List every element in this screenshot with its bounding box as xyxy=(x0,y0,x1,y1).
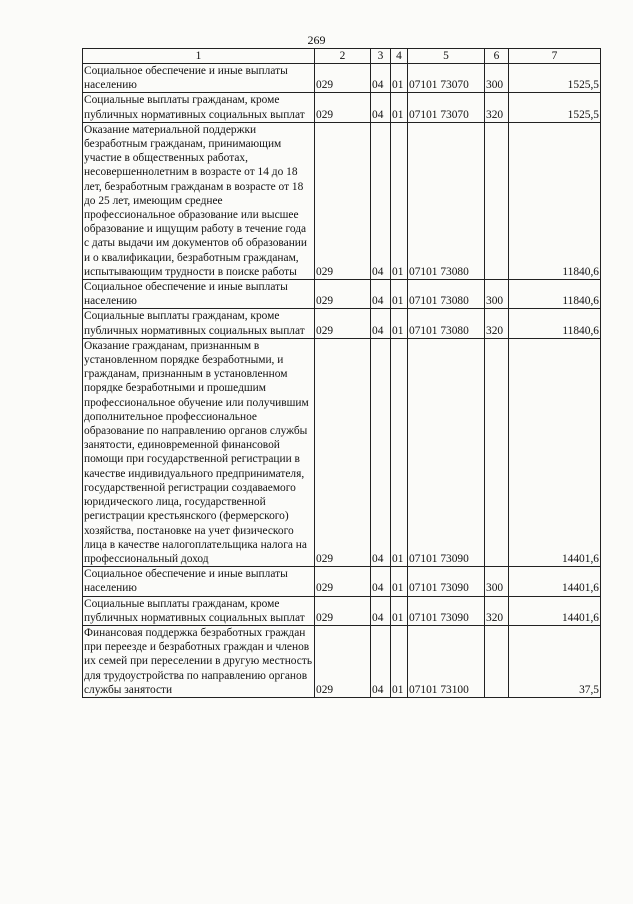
ministry-code: 029 xyxy=(315,122,371,279)
budget-table xyxy=(82,48,601,698)
ministry-code: 029 xyxy=(315,625,371,697)
column-header: 5 xyxy=(408,49,485,64)
target-code: 07101 73090 xyxy=(408,567,485,596)
subsection-code: 01 xyxy=(391,64,408,93)
expense-type-code: 300 xyxy=(485,567,509,596)
row-name: Оказание материальной поддержки безработным гражданам, принимающим участие в общественных работах, несовершеннолетним в возрасте от 14 до 18 лет, безработным гражданам в возрасте от 18 до 25 лет, имеющим среднее профессиональное образование или высшее образование и ищущим работу в течение года с даты выдачи им документов об образовании и о квалификации, безработным гражданам, испытывающим трудности в поиске работы xyxy=(83,122,315,279)
amount: 1525,5 xyxy=(509,93,601,122)
target-code: 07101 73080 xyxy=(408,309,485,338)
amount: 14401,6 xyxy=(509,338,601,566)
section-code: 04 xyxy=(371,567,391,596)
expense-type-code: 300 xyxy=(485,280,509,309)
row-name: Социальное обеспечение и иные выплаты населению xyxy=(83,280,315,309)
target-code: 07101 73080 xyxy=(408,280,485,309)
expense-type-code xyxy=(485,122,509,279)
subsection-code: 01 xyxy=(391,596,408,625)
amount: 1525,5 xyxy=(509,64,601,93)
subsection-code: 01 xyxy=(391,122,408,279)
ministry-code: 029 xyxy=(315,309,371,338)
section-code: 04 xyxy=(371,280,391,309)
amount: 14401,6 xyxy=(509,567,601,596)
section-code: 04 xyxy=(371,309,391,338)
table-row xyxy=(83,596,601,625)
table-row xyxy=(83,309,601,338)
table-row xyxy=(83,93,601,122)
expense-type-code: 300 xyxy=(485,64,509,93)
page-number: 269 xyxy=(307,33,326,47)
table-row xyxy=(83,338,601,566)
column-header: 2 xyxy=(315,49,371,64)
expense-type-code: 320 xyxy=(485,309,509,338)
row-name: Социальные выплаты гражданам, кроме публичных нормативных социальных выплат xyxy=(83,93,315,122)
target-code: 07101 73070 xyxy=(408,64,485,93)
ministry-code: 029 xyxy=(315,567,371,596)
amount: 14401,6 xyxy=(509,596,601,625)
section-code: 04 xyxy=(371,625,391,697)
ministry-code: 029 xyxy=(315,596,371,625)
subsection-code: 01 xyxy=(391,625,408,697)
section-code: 04 xyxy=(371,93,391,122)
row-name: Оказание гражданам, признанным в установленном порядке безработными, и гражданам, признанным в установленном порядке безработными и прошедшим профессиональное обучение или получившим дополнительное профессиональное образование по направлению органов службы занятости, единовременной финансовой помощи при государственной регистрации в качестве индивидуального предпринимателя, государственной регистрации создаваемого юридического лица, государственной регистрации крестьянского (фермерского) хозяйства, постановке на учет физического лица в качестве налогоплательщика налога на профессиональный доход xyxy=(83,338,315,566)
column-header: 6 xyxy=(485,49,509,64)
amount: 11840,6 xyxy=(509,122,601,279)
subsection-code: 01 xyxy=(391,309,408,338)
expense-type-code: 320 xyxy=(485,93,509,122)
table-row xyxy=(83,64,601,93)
row-name: Социальное обеспечение и иные выплаты населению xyxy=(83,64,315,93)
target-code: 07101 73100 xyxy=(408,625,485,697)
subsection-code: 01 xyxy=(391,280,408,309)
expense-type-code xyxy=(485,338,509,566)
target-code: 07101 73080 xyxy=(408,122,485,279)
table-header-row xyxy=(83,49,601,64)
table-row xyxy=(83,625,601,697)
column-header: 7 xyxy=(509,49,601,64)
subsection-code: 01 xyxy=(391,567,408,596)
ministry-code: 029 xyxy=(315,280,371,309)
section-code: 04 xyxy=(371,338,391,566)
target-code: 07101 73090 xyxy=(408,338,485,566)
subsection-code: 01 xyxy=(391,338,408,566)
table-row xyxy=(83,122,601,279)
column-header: 3 xyxy=(371,49,391,64)
section-code: 04 xyxy=(371,596,391,625)
expense-type-code xyxy=(485,625,509,697)
section-code: 04 xyxy=(371,122,391,279)
column-header: 4 xyxy=(391,49,408,64)
row-name: Социальное обеспечение и иные выплаты населению xyxy=(83,567,315,596)
table-row xyxy=(83,280,601,309)
column-header: 1 xyxy=(83,49,315,64)
amount: 11840,6 xyxy=(509,309,601,338)
subsection-code: 01 xyxy=(391,93,408,122)
row-name: Социальные выплаты гражданам, кроме публичных нормативных социальных выплат xyxy=(83,309,315,338)
amount: 11840,6 xyxy=(509,280,601,309)
table-row xyxy=(83,567,601,596)
amount: 37,5 xyxy=(509,625,601,697)
row-name: Социальные выплаты гражданам, кроме публичных нормативных социальных выплат xyxy=(83,596,315,625)
ministry-code: 029 xyxy=(315,338,371,566)
target-code: 07101 73070 xyxy=(408,93,485,122)
section-code: 04 xyxy=(371,64,391,93)
row-name: Финансовая поддержка безработных граждан при переезде и безработных граждан и членов их семей при переселении в другую местность для трудоустройства по направлению органов службы занятости xyxy=(83,625,315,697)
target-code: 07101 73090 xyxy=(408,596,485,625)
expense-type-code: 320 xyxy=(485,596,509,625)
ministry-code: 029 xyxy=(315,93,371,122)
ministry-code: 029 xyxy=(315,64,371,93)
